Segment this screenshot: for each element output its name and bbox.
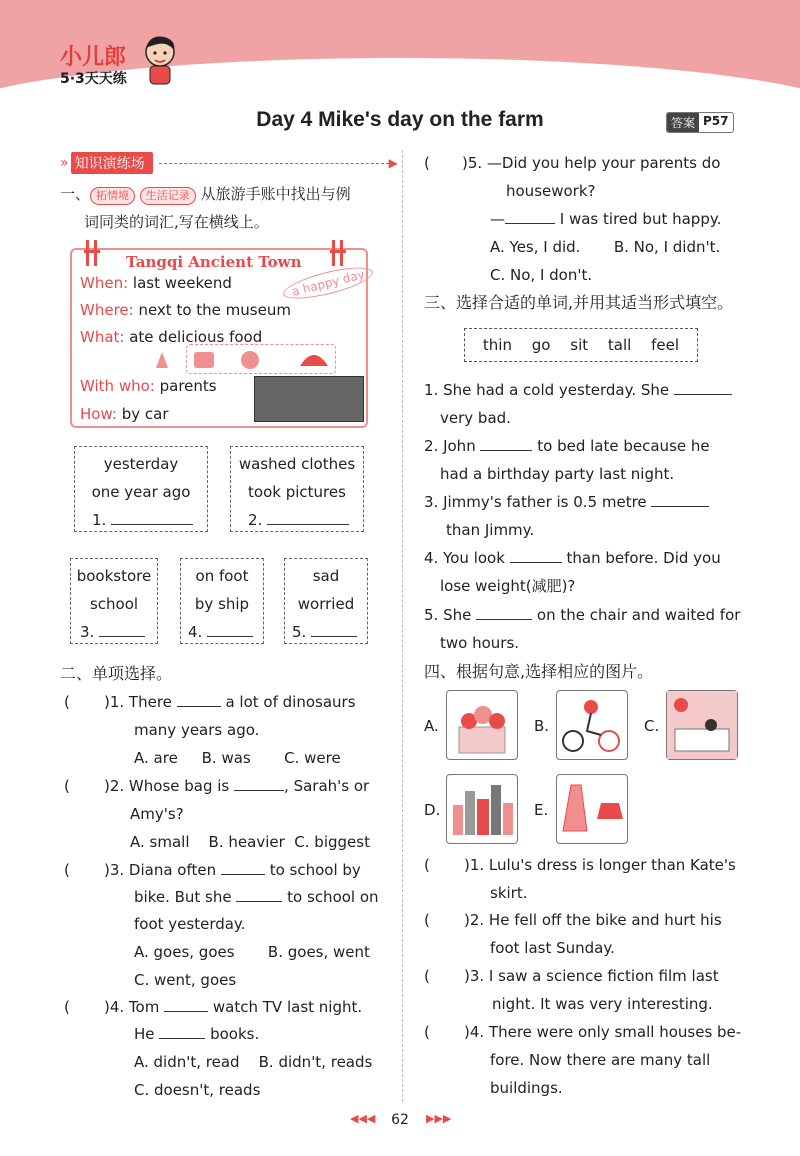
sentence-text: than before. Did you xyxy=(566,549,721,567)
answer-blank[interactable] xyxy=(221,861,265,875)
answer-slot-2[interactable] xyxy=(248,510,349,530)
question-text: foot last Sunday. xyxy=(490,939,615,957)
question-text: watch TV last night. xyxy=(212,998,363,1016)
hanger-icon xyxy=(330,240,354,268)
q2-3-line1 xyxy=(104,860,361,880)
food-icons xyxy=(150,346,340,374)
diary-row-when xyxy=(80,273,232,293)
answer-reference[interactable] xyxy=(666,112,734,133)
question-text: )1. There xyxy=(104,693,172,711)
answer-blank[interactable] xyxy=(111,511,193,525)
question-text: )2. Whose bag is xyxy=(104,777,230,795)
diary-row-where xyxy=(80,300,291,320)
fruit-basket-icon xyxy=(447,691,517,759)
word-bank xyxy=(464,328,698,362)
answer-blank[interactable] xyxy=(674,381,732,395)
word-bank-item: sit xyxy=(570,336,589,354)
example-word: worried xyxy=(297,595,355,613)
picture-a-fruit-basket[interactable] xyxy=(446,690,518,760)
brand-series: 5·3天天练 xyxy=(60,71,127,87)
answer-blank[interactable] xyxy=(267,511,349,525)
question-text: buildings. xyxy=(490,1079,563,1097)
picture-e-dress-skirt[interactable] xyxy=(556,774,628,844)
question-text: many years ago. xyxy=(134,721,260,739)
example-word: washed clothes xyxy=(238,455,356,473)
diary-value: parents xyxy=(154,377,217,395)
answer-blank[interactable] xyxy=(236,888,282,902)
example-word: one year ago xyxy=(91,483,191,501)
dress-skirt-icon xyxy=(557,775,627,843)
question-text: fore. Now there are many tall xyxy=(490,1051,711,1069)
question-text: to school by xyxy=(269,861,361,879)
answer-blank[interactable] xyxy=(159,1025,205,1039)
answer-page: P57 xyxy=(703,114,729,128)
question-text: )4. Tom xyxy=(104,998,160,1016)
answer-number: 3. xyxy=(80,623,95,641)
scene-tag-2: 生活记录 xyxy=(140,187,196,205)
diary-row-with xyxy=(80,376,217,396)
answer-paren[interactable]: ( xyxy=(64,693,70,711)
answer-blank[interactable] xyxy=(177,693,221,707)
picture-label: A. xyxy=(424,717,439,735)
q2-4-line2 xyxy=(134,1024,259,1044)
example-word: bookstore xyxy=(76,567,152,585)
sentence-text: very bad. xyxy=(440,409,511,427)
answer-number: 1. xyxy=(92,511,107,529)
question-text: )2. He fell off the bike and hurt his xyxy=(464,911,722,929)
diary-value: next to the museum xyxy=(133,301,291,319)
question-options: A. Yes, I did. B. No, I didn't. xyxy=(490,238,721,256)
question-text: a lot of dinosaurs xyxy=(225,693,356,711)
example-word: on foot xyxy=(195,567,249,585)
example-word: sad xyxy=(312,567,340,585)
diary-key: With who: xyxy=(80,377,155,395)
part1-instruction-line2: 词同类的词汇,写在横线上。 xyxy=(84,213,269,231)
city-buildings-icon xyxy=(447,775,517,843)
page-number: 62 xyxy=(391,1112,409,1128)
sentence-text: 5. She xyxy=(424,606,472,624)
sentence-text: had a birthday party last night. xyxy=(440,465,675,483)
question-text: I was tired but happy. xyxy=(559,210,722,228)
answer-slot-1[interactable] xyxy=(92,510,193,530)
picture-c-cinema[interactable] xyxy=(666,690,738,760)
question-options: C. went, goes xyxy=(134,971,237,989)
question-text: to school on xyxy=(287,888,379,906)
question-options: C. doesn't, reads xyxy=(134,1081,261,1099)
question-options: A. didn't, read B. didn't, reads xyxy=(134,1053,373,1071)
sentence-text: to bed late because he xyxy=(537,437,710,455)
diary-value: last weekend xyxy=(128,274,232,292)
mascot-icon xyxy=(140,34,180,86)
brand-logo: 小儿郎 xyxy=(60,45,127,70)
picture-d-city[interactable] xyxy=(446,774,518,844)
answer-paren[interactable]: ( xyxy=(424,1023,430,1041)
question-text: — xyxy=(490,210,505,228)
question-text: )1. Lulu's dress is longer than Kate's xyxy=(464,856,736,874)
sentence-text: lose weight(减肥)? xyxy=(440,577,576,595)
diary-stamp: a happy day xyxy=(281,261,376,305)
question-options: A. small B. heavier C. biggest xyxy=(130,833,370,851)
cinema-icon xyxy=(667,691,737,759)
page-title: Day 4 Mike's day on the farm xyxy=(256,108,544,131)
answer-slot-3[interactable] xyxy=(80,622,145,642)
question-text: night. It was very interesting. xyxy=(492,995,713,1013)
question-text: , Sarah's or xyxy=(284,777,370,795)
answer-blank[interactable] xyxy=(234,777,284,791)
diary-key: Where: xyxy=(80,301,134,319)
answer-blank[interactable] xyxy=(311,623,357,637)
sentence-text: than Jimmy. xyxy=(446,521,535,539)
word-bank-item: tall xyxy=(607,336,632,354)
q2-4-line1 xyxy=(104,997,362,1017)
answer-blank[interactable] xyxy=(651,493,709,507)
answer-paren[interactable]: ( xyxy=(64,777,70,795)
answer-paren[interactable]: ( xyxy=(424,856,430,874)
answer-number: 5. xyxy=(292,623,307,641)
example-word: school xyxy=(89,595,139,613)
p3-s1-line1 xyxy=(424,380,732,400)
answer-slot-5[interactable] xyxy=(292,622,357,642)
diary-value: ate delicious food xyxy=(124,328,263,346)
question-text: Amy's? xyxy=(130,805,184,823)
answer-blank[interactable] xyxy=(207,623,253,637)
part2-heading: 二、单项选择。 xyxy=(60,664,173,683)
question-text: )5. —Did you help your parents do xyxy=(462,154,721,172)
sentence-text: 1. She had a cold yesterday. She xyxy=(424,381,670,399)
answer-number: 4. xyxy=(188,623,203,641)
part4-heading: 四、根据句意,选择相应的图片。 xyxy=(424,662,654,681)
question-text: skirt. xyxy=(490,884,528,902)
answer-blank[interactable] xyxy=(476,606,532,620)
p3-s4-line1 xyxy=(424,548,721,568)
bridge-photo xyxy=(254,376,364,422)
answer-slot-4[interactable] xyxy=(188,622,253,642)
picture-label: D. xyxy=(424,801,441,819)
question-text: )3. I saw a science fiction film last xyxy=(464,967,719,985)
word-bank-item: go xyxy=(531,336,551,354)
answer-paren[interactable]: ( xyxy=(64,998,70,1016)
word-bank-item: thin xyxy=(482,336,512,354)
answer-label: 答案 xyxy=(667,113,699,132)
q2-2-line1 xyxy=(104,776,369,796)
q2-1-line1 xyxy=(104,692,356,712)
next-arrows-icon: ▶▶▶ xyxy=(426,1112,452,1125)
hanger-icon xyxy=(84,240,108,268)
sentence-text: on the chair and waited for xyxy=(536,606,741,624)
column-divider xyxy=(402,150,403,1102)
q2-3-line2 xyxy=(134,887,379,907)
answer-number: 2. xyxy=(248,511,263,529)
diary-key: How: xyxy=(80,405,117,423)
scene-tag: 拓情境 xyxy=(90,187,135,205)
section-line xyxy=(159,163,389,164)
example-word: yesterday xyxy=(103,455,179,473)
answer-blank[interactable] xyxy=(480,437,532,451)
diary-key: What: xyxy=(80,328,125,346)
question-text: )4. There were only small houses be- xyxy=(464,1023,742,1041)
question-text: foot yesterday. xyxy=(134,915,246,933)
example-word: by ship xyxy=(194,595,250,613)
picture-label: B. xyxy=(534,717,550,735)
part1-instruction-line1: 从旅游手账中找出与例 xyxy=(200,185,351,203)
answer-paren[interactable]: ( xyxy=(424,967,430,985)
part3-heading: 三、选择合适的单词,并用其适当形式填空。 xyxy=(424,293,734,312)
part1-instruction xyxy=(60,184,351,205)
answer-paren[interactable]: ( xyxy=(424,154,430,172)
answer-paren[interactable]: ( xyxy=(64,861,70,879)
sentence-text: 3. Jimmy's father is 0.5 metre xyxy=(424,493,647,511)
p3-s3-line1 xyxy=(424,492,709,512)
sentence-text: 2. John xyxy=(424,437,476,455)
picture-label: C. xyxy=(644,717,660,735)
q2-5-line3 xyxy=(490,209,721,229)
example-word: took pictures xyxy=(248,483,346,501)
question-text: bike. But she xyxy=(134,888,232,906)
answer-blank[interactable] xyxy=(99,623,145,637)
part1-number: 一、 xyxy=(60,185,91,203)
question-text: books. xyxy=(210,1025,260,1043)
p3-s5-line1 xyxy=(424,605,740,625)
section-arrow-icon: » xyxy=(60,155,69,171)
question-options: A. goes, goes B. goes, went xyxy=(134,943,370,961)
question-text: )3. Diana often xyxy=(104,861,217,879)
section-bar xyxy=(60,152,398,174)
sentence-text: 4. You look xyxy=(424,549,505,567)
picture-b-bike-fall[interactable] xyxy=(556,690,628,760)
diary-key: When: xyxy=(80,274,129,292)
question-options: C. No, I don't. xyxy=(490,266,593,284)
diary-value: by car xyxy=(116,405,169,423)
word-bank-item: feel xyxy=(651,336,680,354)
bike-fall-icon xyxy=(557,691,627,759)
answer-blank[interactable] xyxy=(505,210,555,224)
answer-paren[interactable]: ( xyxy=(424,911,430,929)
answer-blank[interactable] xyxy=(510,549,562,563)
picture-label: E. xyxy=(534,801,549,819)
answer-blank[interactable] xyxy=(164,998,208,1012)
diary-title: Tangqi Ancient Town xyxy=(126,253,302,271)
p3-s2-line1 xyxy=(424,436,710,456)
section-end-arrow-icon: ▶ xyxy=(388,156,398,170)
sentence-text: two hours. xyxy=(440,634,520,652)
question-options: A. are B. was C. were xyxy=(134,749,341,767)
question-text: He xyxy=(134,1025,155,1043)
prev-arrows-icon: ◀◀◀ xyxy=(350,1112,376,1125)
diary-row-how xyxy=(80,404,169,424)
section-label: 知识演练场 xyxy=(71,152,153,174)
question-text: housework? xyxy=(506,182,596,200)
